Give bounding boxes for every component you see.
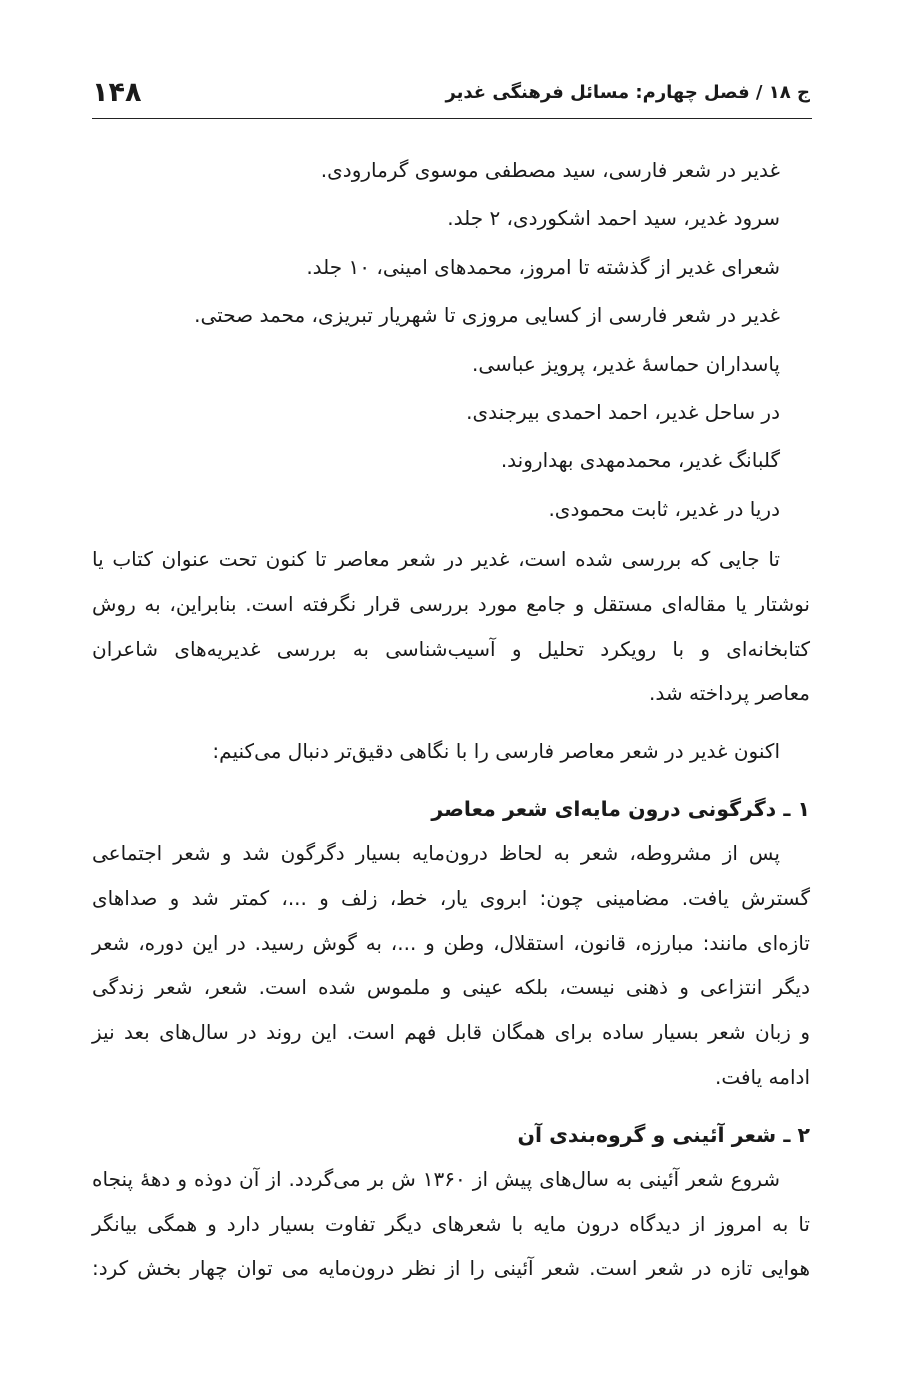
paragraph-line: ادامه یافت. [714, 1064, 810, 1089]
paragraph-line: دیگر انتزاعی و ذهنی نیست، بلکه عینی و ملموس شده است. شعر، شعر زندگی [92, 975, 810, 1000]
paragraph-line: و زبان شعر بسیار ساده برای همگان قابل فهم است. این روند در سال‌های بعد نیز [92, 1020, 810, 1045]
reference-item: غدیر در شعر فارسی، سید مصطفی موسوی گرمارودی. [320, 158, 780, 182]
reference-list [100, 146, 780, 533]
paragraph-line: تا جایی که بررسی شده است، غدیر در شعر معاصر تا کنون تحت عنوان کتاب یا [92, 547, 780, 571]
paragraph-line: کتابخانه‌ای و با رویکرد تحلیل و آسیب‌شناسی به بررسی غدیریه‌های شاعران [92, 636, 810, 661]
section-heading: ۲ ـ شعر آئینی و گروه‌بندی آن [517, 1122, 810, 1147]
page-header [92, 72, 810, 112]
section-heading: ۱ ـ دگرگونی درون مایه‌ای شعر معاصر [431, 796, 810, 821]
page-number: ۱۴۸ [92, 76, 142, 108]
reference-item: دریا در غدیر، ثابت محمودی. [548, 496, 780, 521]
body-text [92, 537, 810, 1291]
reference-item: در ساحل غدیر، احمد احمدی بیرجندی. [466, 399, 780, 424]
paragraph-line: گسترش یافت. مضامینی چون: ابروی یار، خط، زلف و ...، کمتر شد و صداهای [92, 885, 810, 910]
paragraph-line: هوایی تازه در شعر است. شعر آئینی را از نظر درون‌مایه می توان چهار بخش کرد: [92, 1256, 810, 1281]
paragraph-line: تازه‌ای مانند: مبارزه، قانون، استقلال، وطن و ...، به گوش رسید. در این دوره، شعر [92, 930, 810, 955]
paragraph-line: تا به امروز از دیدگاه درون مایه با شعرهای دیگر تفاوت بسیار دارد و همگی بیانگر [92, 1211, 810, 1236]
running-head: ج ۱۸ / فصل چهارم: مسائل فرهنگی غدیر [445, 81, 810, 103]
intro-paragraph [92, 537, 810, 716]
section1-paragraph [92, 831, 810, 1100]
followup-paragraph [92, 729, 810, 774]
reference-item: غدیر در شعر فارسی از کسایی مروزی تا شهریار تبریزی، محمد صحتی. [194, 303, 780, 328]
paragraph-line: اکنون غدیر در شعر معاصر فارسی را با نگاهی دقیق‌تر دنبال می‌کنیم: [212, 739, 780, 764]
paragraph-line: شروع شعر آئینی به سال‌های پیش از ۱۳۶۰ ش بر می‌گردد. از آن دوذه و دههٔ پنجاه [92, 1166, 780, 1191]
section2-paragraph [92, 1157, 810, 1291]
reference-item: سرود غدیر، سید احمد اشکوردی، ۲ جلد. [447, 206, 780, 231]
header-divider [92, 118, 812, 119]
paragraph-line: پس از مشروطه، شعر به لحاظ درون‌مایه بسیار دگرگون شد و شعر اجتماعی [92, 840, 780, 865]
reference-item: پاسداران حماسهٔ غدیر، پرویز عباسی. [471, 351, 780, 376]
paragraph-line: نوشتار یا مقاله‌ای مستقل و جامع مورد بررسی قرار نگرفته است. بنابراین، به روش [92, 591, 810, 616]
reference-item: شعرای غدیر از گذشته تا امروز، محمدهای امینی، ۱۰ جلد. [306, 254, 780, 279]
reference-item: گلبانگ غدیر، محمدمهدی بهداروند. [500, 448, 780, 473]
paragraph-line: معاصر پرداخته شد. [649, 681, 810, 706]
